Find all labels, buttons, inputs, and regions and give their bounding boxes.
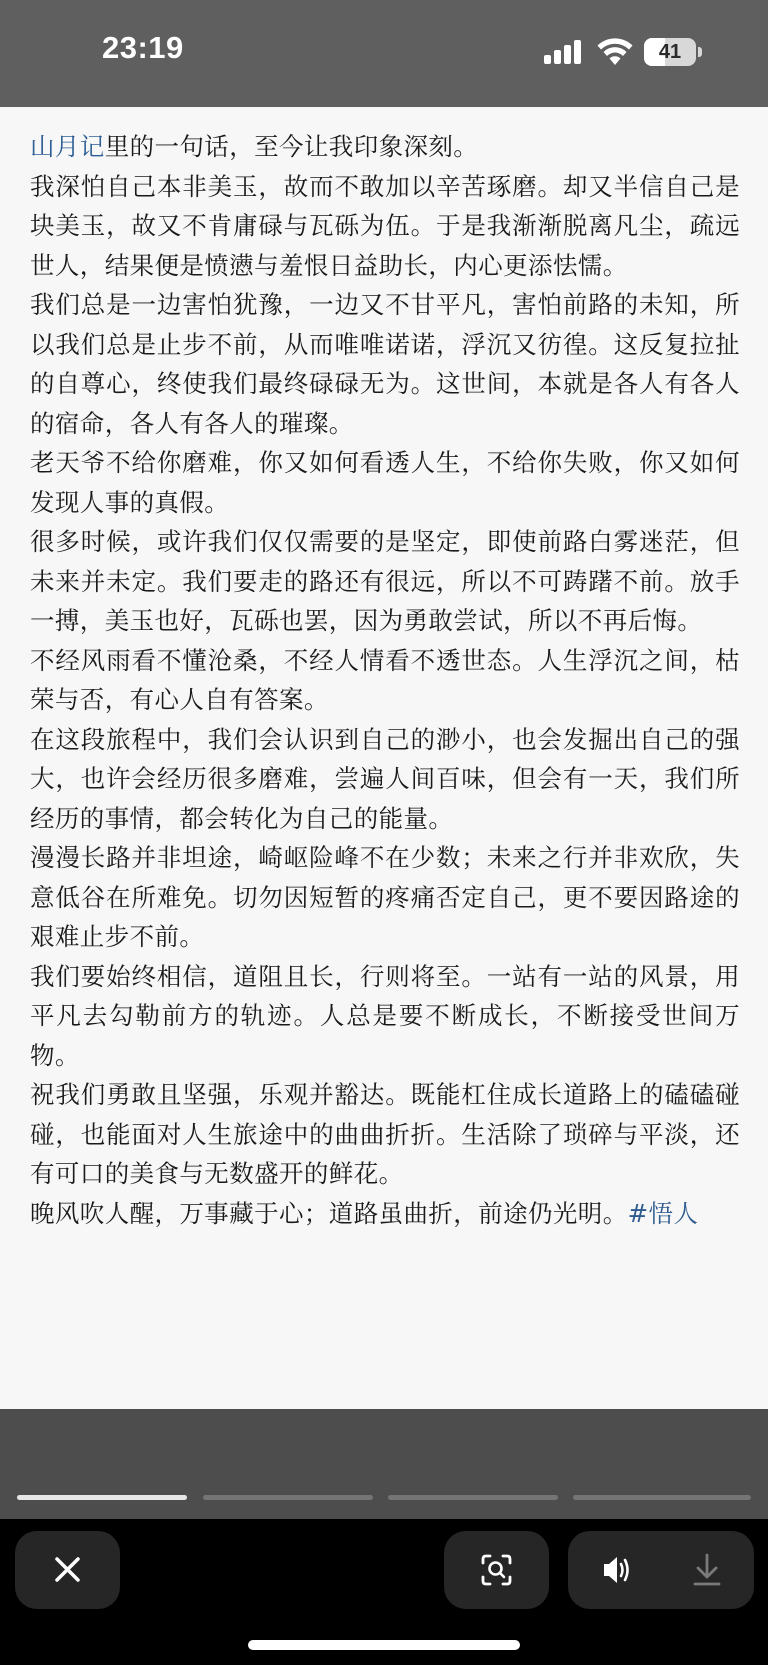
paragraph-text: 里的一句话，至今让我印象深刻。 [104,132,479,161]
paragraph-text: 不经风雨看不懂沧桑，不经人情看不透世态。人生浮沉之间，枯荣与否，有心人自有答案。 [30,645,740,714]
article-paragraph [30,957,740,1076]
article-paragraph [30,522,740,641]
story-progress-fill [17,1495,187,1500]
media-controls [568,1531,754,1609]
article-paragraph [30,1194,740,1234]
paragraph-text: 在这段旅程中，我们会认识到自己的渺小，也会发掘出自己的强大，也许会经历很多磨难，尝遍人间百味，但会有一天，我们所经历的事情，都会转化为自己的能量。 [30,724,740,833]
article-paragraph [30,720,740,839]
article-paragraph [30,285,740,443]
cellular-signal-icon [544,40,584,64]
status-bar [0,0,768,107]
battery-cap [698,47,702,57]
article-paragraph [30,641,740,720]
story-progress-segment [203,1495,373,1500]
paragraph-text: 我们总是一边害怕犹豫，一边又不甘平凡，害怕前路的未知，所以我们总是止步不前，从而唯唯诺诺，浮沉又彷徨。这反复拉扯的自尊心，终使我们最终碌碌无为。这世间，本就是各人有各人的宿命，各人有各人的璀璨。 [30,290,740,438]
scan-text-icon [444,1531,549,1609]
article-paragraph [30,838,740,957]
paragraph-text: 晚风吹人醒，万事藏于心；道路虽曲折，前途仍光明。 [30,1198,628,1228]
paragraph-text: 祝我们勇敢且坚强，乐观并豁达。既能杠住成长道路上的磕磕碰碰，也能面对人生旅途中的曲曲折折。生活除了琐碎与平淡，还有可口的美食与无数盛开的鲜花。 [30,1080,740,1188]
overlay-area [0,1409,768,1519]
home-indicator[interactable] [248,1640,520,1650]
paragraph-text: 我深怕自己本非美玉，故而不敢加以辛苦琢磨。却又半信自己是块美玉，故又不肯庸碌与瓦砾为伍。于是我渐渐脱离凡尘，疏远世人，结果便是愤懑与羞恨日益助长，内心更添怯懦。 [30,171,740,280]
paragraph-text: 漫漫长路并非坦途，崎岖险峰不在少数；未来之行并非欢欣，失意低谷在所难免。切勿因短暂的疼痛否定自己，更不要因路途的艰难止步不前。 [30,843,740,951]
article-content[interactable] [0,107,768,1409]
close-button[interactable] [15,1531,120,1609]
battery-icon [644,38,696,66]
story-progress-segment [388,1495,558,1500]
article-paragraph [30,167,740,286]
article-paragraph [30,443,740,522]
article-paragraph [30,1075,740,1194]
speaker-button[interactable] [568,1531,661,1609]
book-title-link[interactable]: 山月记 [30,132,105,161]
download-icon [661,1531,754,1609]
hashtag-link[interactable]: #悟人 [627,1198,699,1228]
scan-text-button[interactable] [444,1531,549,1609]
paragraph-text: 我们要始终相信，道阻且长，行则将至。一站有一站的风景，用平凡去勾勒前方的轨迹。人总是要不断成长，不断接受世间万物。 [30,961,740,1070]
paragraph-text: 很多时候，或许我们仅仅需要的是坚定，即使前路白雾迷茫，但未来并未定。我们要走的路还有很远，所以不可踌躇不前。放手一搏，美玉也好，瓦砾也罢，因为勇敢尝试，所以不再后悔。 [30,527,740,635]
status-time: 23:19 [102,30,184,65]
battery-level: 41 [658,41,682,63]
download-button[interactable] [661,1531,754,1609]
article-paragraph [30,127,740,167]
story-progress-segment [573,1495,751,1500]
story-progress-segment [17,1495,187,1500]
wifi-icon [596,36,634,66]
paragraph-text: 老天爷不给你磨难，你又如何看透人生，不给你失败，你又如何发现人事的真假。 [30,448,740,517]
close-icon [15,1531,120,1609]
speaker-icon [568,1531,661,1609]
